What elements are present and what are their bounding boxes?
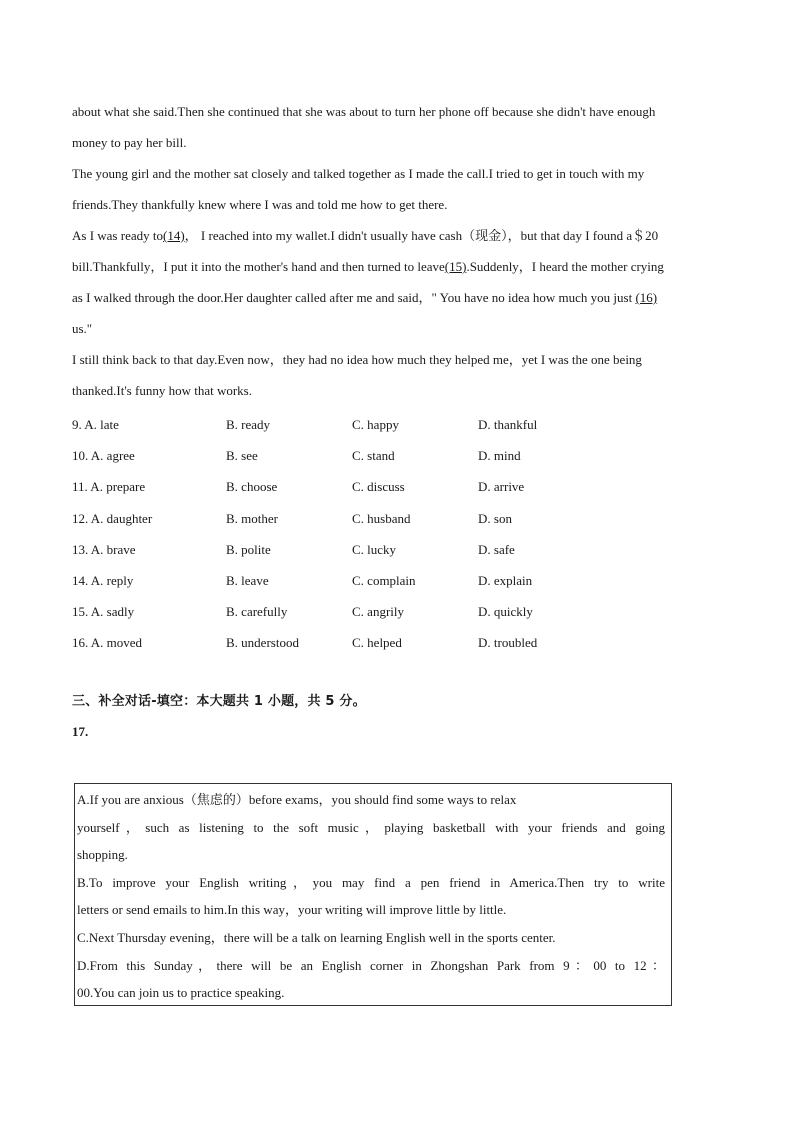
option-row xyxy=(72,627,722,658)
option-d: D. thankful xyxy=(478,417,538,432)
option-row xyxy=(72,565,722,596)
option-row xyxy=(72,471,722,502)
passage-line: thanked.It's funny how that works. xyxy=(72,383,252,398)
option-d: D. quickly xyxy=(478,604,533,620)
box-line: yourself，such as listening to the soft music，playing basketball with your friends and going xyxy=(77,819,665,835)
passage-line: friends.They thankfully knew where I was and told me how to get there. xyxy=(72,197,448,212)
option-a: 10. A. agree xyxy=(72,448,135,464)
passage-line: us." xyxy=(72,321,93,336)
option-row xyxy=(72,409,722,440)
passage-line: about what she said.Then she continued that she was about to turn her phone off because she didn't have enough xyxy=(72,104,656,119)
option-c: C. lucky xyxy=(352,541,397,557)
passage-line: bill.Thankfully，I put it into the mother's hand and then turned to leave(15).Suddenly，I heard the mother crying xyxy=(72,259,664,274)
box-line: D.From this Sunday，there will be an English corner in Zhongshan Park from 9：00 to 12： xyxy=(77,957,665,973)
option-c: C. angrily xyxy=(352,604,404,620)
option-a: 11. A. prepare xyxy=(72,479,146,495)
option-d: D. explain xyxy=(478,572,533,588)
option-a: 9. A. late xyxy=(72,417,119,432)
option-c: C. discuss xyxy=(352,479,405,495)
option-b: B. see xyxy=(226,448,258,464)
option-d: D. son xyxy=(478,510,512,526)
option-c: C. helped xyxy=(352,635,402,651)
option-a: 14. A. reply xyxy=(72,572,134,588)
option-row xyxy=(72,534,722,565)
option-b: B. choose xyxy=(226,479,278,495)
option-a: 15. A. sadly xyxy=(72,604,135,620)
box-line: shopping. xyxy=(77,847,128,863)
option-d: D. troubled xyxy=(478,635,538,651)
box-line: letters or send emails to him.In this way，your writing will improve little by little. xyxy=(77,902,507,918)
option-row xyxy=(72,596,722,627)
box-line: C.Next Thursday evening，there will be a talk on learning English well in the sports center. xyxy=(77,929,556,945)
option-a: 16. A. moved xyxy=(72,635,143,651)
passage-line: money to pay her bill. xyxy=(72,135,187,150)
passage-line: I still think back to that day.Even now，they had no idea how much they helped me，yet I was the one being xyxy=(72,352,642,367)
option-d: D. mind xyxy=(478,448,521,464)
option-b: B. understood xyxy=(226,635,299,651)
passage-line: As I was ready to(14)， I reached into my wallet.I didn't usually have cash（现金），but that day I found a＄20 xyxy=(72,228,659,243)
section-title: 三、补全对话-填空：本大题共 1 小题，共 5 分。 xyxy=(72,694,366,709)
dialogue-options-box xyxy=(74,783,672,1006)
option-b: B. polite xyxy=(226,541,271,557)
passage-line: The young girl and the mother sat closely and talked together as I made the call.I tried to get in touch with my xyxy=(72,166,645,181)
blank-14: (14) xyxy=(162,228,185,243)
options-list xyxy=(72,409,722,659)
option-d: D. safe xyxy=(478,541,515,557)
option-b: B. carefully xyxy=(226,604,288,620)
box-line: 00.You can join us to practice speaking. xyxy=(77,985,285,1001)
blank-15: (15) xyxy=(444,259,467,274)
option-a: 12. A. daughter xyxy=(72,510,153,526)
question-number: 17. xyxy=(72,724,89,739)
option-b: B. leave xyxy=(226,572,269,588)
option-b: B. ready xyxy=(226,417,271,432)
passage-continued xyxy=(72,96,722,406)
option-a: 13. A. brave xyxy=(72,541,136,557)
box-line: A.If you are anxious（焦虑的）before exams，you should find some ways to relax xyxy=(77,792,517,807)
option-c: C. happy xyxy=(352,417,399,432)
blank-16: (16) xyxy=(635,290,658,305)
box-line: B.To improve your English writing，you may find a pen friend in America.Then try to write xyxy=(77,874,665,890)
option-d: D. arrive xyxy=(478,479,525,495)
option-c: C. complain xyxy=(352,572,416,588)
option-c: C. husband xyxy=(352,510,411,526)
option-row xyxy=(72,440,722,471)
option-row xyxy=(72,503,722,534)
option-c: C. stand xyxy=(352,448,395,464)
option-b: B. mother xyxy=(226,510,278,526)
passage-line: as I walked through the door.Her daughter called after me and said，" You have no idea how much you just (16) xyxy=(72,290,658,305)
